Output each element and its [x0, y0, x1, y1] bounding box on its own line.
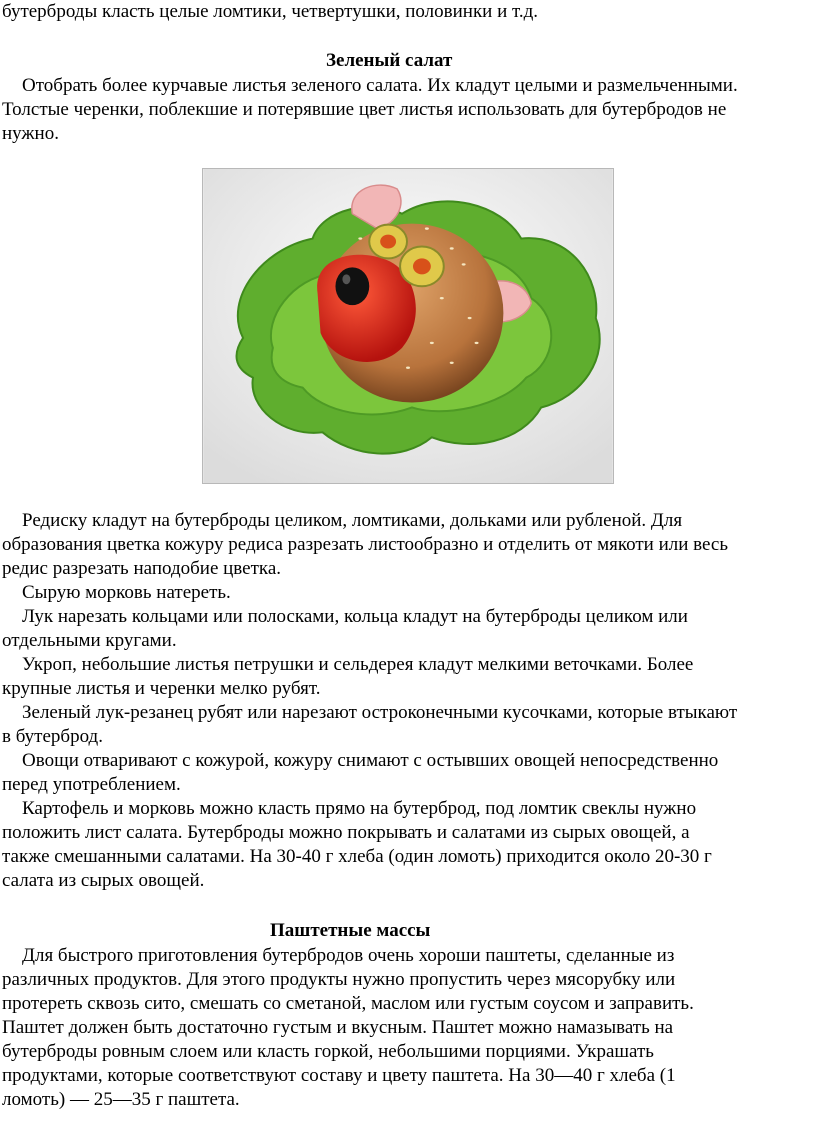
pate-line-4: Паштет должен быть достаточно густым и вкусным. Паштет можно намазывать на — [2, 1017, 674, 1038]
vegetables-line-4: Сырую морковь натереть. — [22, 582, 231, 603]
vegetables-line-5: Лук нарезать кольцами или полосками, кольца кладут на бутерброды целиком или — [22, 606, 688, 627]
salad-line-1: Отобрать более курчавые листья зеленого салата. Их кладут целыми и размельченными. — [22, 75, 738, 96]
pate-line-2: различных продуктов. Для этого продукты нужно пропустить через мясорубку или — [2, 969, 676, 990]
vegetables-line-13: Картофель и морковь можно класть прямо на бутерброд, под ломтик свеклы нужно — [22, 798, 697, 819]
salad-line-2: Толстые черенки, поблекшие и потерявшие цвет листья использовать для бутербродов не — [2, 99, 727, 120]
intro-line: бутерброды класть целые ломтики, четвертушки, половинки и т.д. — [2, 1, 539, 22]
vegetables-line-11: Овощи отваривают с кожурой, кожуру снимают с остывших овощей непосредственно — [22, 750, 719, 771]
pate-line-1: Для быстрого приготовления бутербродов очень хороши паштеты, сделанные из — [22, 945, 675, 966]
salad-line-3: нужно. — [2, 123, 59, 144]
salad-heading: Зеленый салат — [326, 50, 453, 71]
pate-line-3: протереть сквозь сито, смешать со сметаной, маслом или густым соусом и заправить. — [2, 993, 694, 1014]
vegetables-line-14: положить лист салата. Бутерброды можно покрывать и салатами из сырых овощей, а — [2, 822, 690, 843]
pate-line-5: бутерброды ровным слоем или класть горкой, небольшими порциями. Украшать — [2, 1041, 654, 1062]
pate-line-7: ломоть) — 25—35 г паштета. — [2, 1089, 240, 1110]
vegetables-line-7: Укроп, небольшие листья петрушки и сельдерея кладут мелкими веточками. Более — [22, 654, 694, 675]
vegetables-line-3: редис разрезать наподобие цветка. — [2, 558, 282, 579]
pate-line-6: продуктами, которые соответствуют составу и цвету паштета. На 30—40 г хлеба (1 — [2, 1065, 676, 1086]
vegetables-line-9: Зеленый лук-резанец рубят или нарезают остроконечными кусочками, которые втыкают — [22, 702, 738, 723]
sandwich-photo-icon — [202, 168, 614, 484]
vegetables-line-8: крупные листья и черенки мелко рубят. — [2, 678, 321, 699]
vegetables-line-2: образования цветка кожуру редиса разрезать листообразно и отделить от мякоти или весь — [2, 534, 728, 555]
pate-heading: Паштетные массы — [270, 920, 431, 941]
vegetables-line-1: Редиску кладут на бутерброды целиком, ломтиками, дольками или рубленой. Для — [22, 510, 683, 531]
vegetables-line-10: в бутерброд. — [2, 726, 103, 747]
vegetables-line-6: отдельными кругами. — [2, 630, 177, 651]
vegetables-line-16: салата из сырых овощей. — [2, 870, 205, 891]
vegetables-line-12: перед употреблением. — [2, 774, 181, 795]
vegetables-line-15: также смешанными салатами. На 30-40 г хлеба (один ломоть) приходится около 20-30 г — [2, 846, 712, 867]
